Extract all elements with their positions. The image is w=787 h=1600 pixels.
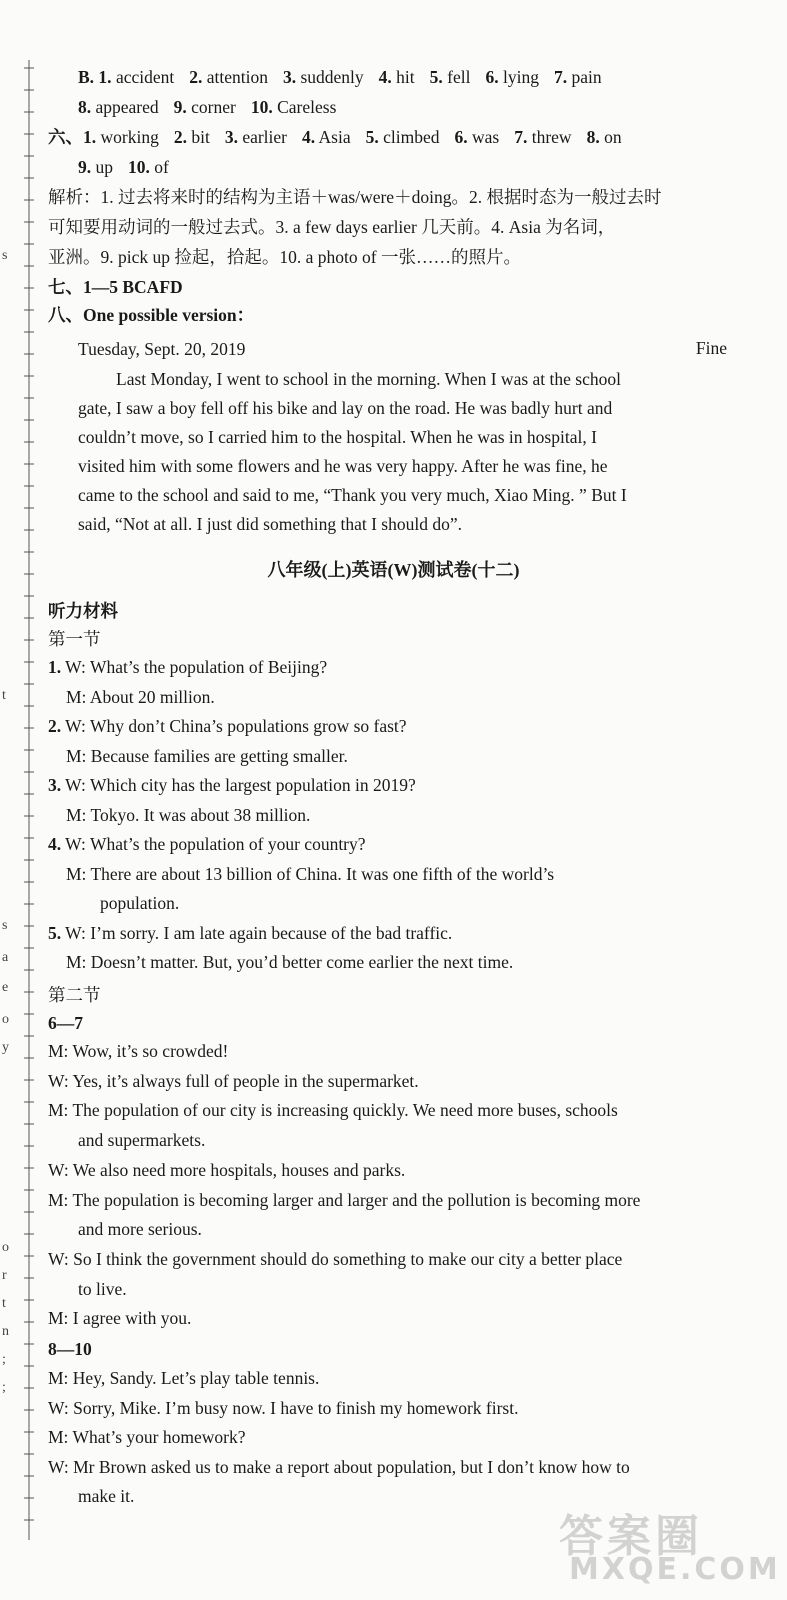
dialogue-number: 2. (48, 716, 62, 736)
answer-row-six2 (78, 156, 184, 178)
answer-number: 8. (78, 97, 92, 117)
answer-number: B. 1. (78, 67, 112, 87)
answer-number: 六、1. (48, 127, 97, 147)
analysis-line-2: 可知要用动词的一般过去式。3. a few days earlier 几天前。4. Asia 为名词， (48, 217, 616, 237)
answer-word: climbed (378, 127, 440, 147)
dialogue-line (48, 774, 416, 796)
answer-item (366, 127, 440, 147)
answer-number: 6. (485, 67, 499, 87)
answer-item (485, 67, 538, 87)
analysis-line-1: 解析：1. 过去将来时的结构为主语＋was/were＋doing。2. 根据时态为一般过去时 (48, 187, 662, 207)
answer-number: 2. (173, 127, 187, 147)
answer-number: 7. (553, 67, 568, 87)
answer-word: suddenly (296, 67, 364, 87)
edge-fragment: a (2, 950, 9, 965)
answer-item (174, 97, 236, 117)
answer-item (379, 67, 415, 87)
essay-weather: Fine (695, 338, 727, 358)
essay-line: came to the school and said to me, “Thank you very much, Xiao Ming. ” But I (78, 485, 627, 505)
dialogue-line: W: Yes, it’s always full of people in the supermarket. (48, 1070, 419, 1091)
answer-item (78, 97, 159, 117)
dialogue-text: W: I’m sorry. I am late again because of the bad traffic. (61, 922, 453, 943)
answer-number: 3. (224, 127, 238, 147)
dialogue-text: W: Why don’t China’s populations grow so fast? (61, 716, 407, 736)
answer-item (174, 127, 210, 147)
dialogue-line (48, 656, 327, 678)
dialogue-number: 4. (48, 834, 62, 854)
dialogue-line: W: We also need more hospitals, houses and parks. (48, 1159, 406, 1180)
dialogue-line: M: The population is becoming larger and larger and the pollution is becoming more (48, 1189, 641, 1210)
edge-fragment: o (2, 1240, 9, 1255)
watermark-url: MXQE.COM (569, 1552, 781, 1587)
answer-number: 5. (429, 67, 443, 87)
dialogue-line (66, 863, 554, 885)
dialogue-line: W: Mr Brown asked us to make a report about population, but I don’t know how to (48, 1456, 630, 1477)
answer-number: 8. (586, 127, 600, 147)
answer-number: 2. (189, 67, 203, 87)
answer-word: bit (186, 127, 210, 147)
edge-fragment: t (2, 688, 6, 703)
section-one-heading: 第一节 (48, 629, 101, 649)
dialogue-line: M: The population of our city is increasing quickly. We need more buses, schools (48, 1100, 618, 1121)
dialogue-number: 3. (48, 775, 62, 795)
edge-fragment: o (2, 1012, 9, 1027)
essay-line: gate, I saw a boy fell off his bike and lay on the road. He was badly hurt and (78, 398, 613, 418)
answer-number: 4. (378, 67, 392, 87)
answer-number: 5. (365, 127, 379, 147)
section-seven: 七、1—5 BCAFD (48, 277, 183, 297)
edge-fragment: n (2, 1324, 9, 1339)
dialogue-line: make it. (78, 1486, 135, 1506)
dialogue-line (66, 745, 348, 767)
essay-line: Last Monday, I went to school in the morning. When I was at the school (116, 369, 621, 389)
binding-ticks (22, 60, 36, 1540)
dialogue-text: M: Doesn’t matter. But, you’d better come earlier the next time. (66, 952, 514, 972)
watermark-logo (559, 1500, 781, 1595)
answer-item (251, 97, 337, 117)
edge-fragment: r (2, 1268, 7, 1283)
answer-row-b1 (78, 66, 617, 88)
dialogue-text: M: Because families are getting smaller. (66, 745, 348, 766)
edge-fragment: t (2, 1296, 6, 1311)
dialogue-number: 1. (48, 657, 62, 677)
answer-word: accident (111, 67, 175, 87)
answer-item (302, 127, 351, 147)
dialogue-text: M: Tokyo. It was about 38 million. (66, 804, 311, 825)
essay-line: said, “Not at all. I just did something that I should do”. (78, 514, 462, 534)
answer-word: lying (498, 67, 539, 87)
answer-number: 10. (128, 157, 150, 177)
edge-fragment: y (2, 1040, 9, 1055)
dialogue-text: M: About 20 million. (66, 686, 215, 707)
dialogue-text: W: What’s the population of your country? (61, 834, 366, 854)
edge-fragment: ; (2, 1380, 6, 1395)
listening-heading: 听力材料 (48, 601, 118, 621)
answer-word: working (96, 127, 159, 147)
answer-word: hit (391, 67, 415, 87)
dialogue-line: to live. (78, 1278, 127, 1299)
dialogue-line: W: So I think the government should do something to make our city a better place (48, 1248, 623, 1269)
dialogue-text: population. (100, 893, 180, 913)
analysis-line-3: 亚洲。9. pick up 捡起，拾起。10. a photo of 一张……的照片。 (48, 247, 521, 267)
answer-item (78, 67, 174, 87)
dialogue-text: M: There are about 13 billion of China. It was one fifth of the world’s (66, 863, 555, 884)
answer-word: on (599, 127, 622, 147)
dialogue-line (66, 804, 310, 826)
dialogue-line: and supermarkets. (78, 1130, 206, 1151)
dialogue-line: W: Sorry, Mike. I’m busy now. I have to finish my homework first. (48, 1397, 519, 1418)
answer-number: 9. (78, 157, 92, 177)
dialogue-line (100, 892, 179, 914)
answer-item (128, 157, 169, 177)
binding-line (28, 60, 30, 1540)
answer-item (514, 127, 571, 147)
answer-word: Asia (315, 127, 351, 147)
answer-word: fell (442, 67, 471, 87)
section-eight: 八、One possible version： (48, 305, 255, 325)
answer-item (455, 127, 500, 147)
edge-fragment: ; (2, 1352, 6, 1367)
answer-word: up (91, 157, 113, 177)
edge-fragment: s (2, 248, 8, 263)
dialogue-text: W: Which city has the largest population in 2019? (61, 775, 416, 795)
answer-number: 7. (514, 127, 528, 147)
answer-number: 3. (282, 67, 297, 87)
answer-item (554, 67, 602, 87)
answer-item (78, 157, 113, 177)
answer-number: 10. (250, 97, 273, 117)
dialogue-line: M: Hey, Sandy. Let’s play table tennis. (48, 1368, 320, 1388)
dialogue-line (48, 715, 407, 737)
answer-word: corner (186, 97, 236, 117)
answer-word: of (149, 157, 169, 177)
dialogue-line: M: What’s your homework? (48, 1427, 246, 1447)
answer-word: pain (567, 67, 602, 87)
dialogue-line: and more serious. (78, 1219, 202, 1240)
answer-word: earlier (237, 127, 287, 147)
answer-number: 4. (302, 127, 316, 147)
answer-item (430, 67, 471, 87)
answer-word: Careless (272, 97, 337, 117)
answer-number: 6. (454, 127, 468, 147)
answer-row-six1 (48, 126, 637, 148)
essay-date: Tuesday, Sept. 20, 2019 (78, 339, 246, 359)
answer-item (225, 127, 287, 147)
section-two-heading: 第二节 (48, 985, 101, 1005)
range-8-10: 8—10 (48, 1339, 92, 1359)
essay-line: visited him with some flowers and he was very happy. After he was fine, he (78, 456, 608, 476)
essay-line: couldn’t move, so I carried him to the hospital. When he was in hospital, I (78, 427, 597, 447)
answer-word: threw (527, 127, 572, 147)
watermark-text: 答案圈 (559, 1511, 703, 1562)
dialogue-line (48, 922, 452, 944)
answer-word: was (467, 127, 500, 147)
test-title: 八年级(上)英语(W)测试卷(十二) (267, 560, 520, 580)
answer-word: appeared (91, 97, 159, 117)
dialogue-line: M: Wow, it’s so crowded! (48, 1041, 229, 1061)
dialogue-line (66, 686, 215, 708)
dialogue-text: W: What’s the population of Beijing? (61, 657, 328, 677)
dialogue-line: M: I agree with you. (48, 1308, 192, 1329)
edge-fragment: e (2, 980, 9, 995)
answer-number: 9. (173, 97, 187, 117)
edge-fragment: s (2, 918, 8, 933)
range-6-7: 6—7 (48, 1013, 83, 1033)
dialogue-number: 5. (48, 922, 62, 943)
dialogue-line (66, 951, 513, 973)
answer-item (48, 127, 159, 147)
answer-item (189, 67, 268, 87)
answer-row-b2 (78, 96, 351, 118)
answer-word: attention (202, 67, 268, 87)
dialogue-line (48, 833, 366, 855)
answer-item (283, 67, 364, 87)
answer-item (587, 127, 622, 147)
